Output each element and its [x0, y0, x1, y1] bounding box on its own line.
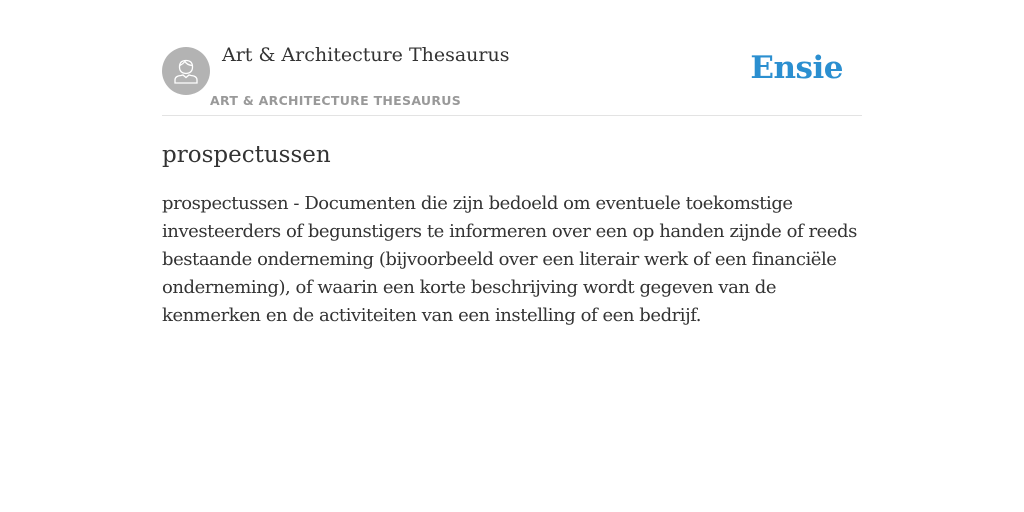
avatar[interactable]: [162, 47, 210, 95]
source-title[interactable]: Art & Architecture Thesaurus: [222, 44, 510, 66]
content-container: [162, 0, 862, 330]
source-subtitle[interactable]: ART & ARCHITECTURE THESAURUS: [210, 93, 462, 108]
entry-header: [162, 0, 862, 116]
user-icon: [171, 56, 201, 86]
ensie-logo[interactable]: Ensie: [750, 50, 843, 86]
entry-definition: prospectussen - Documenten die zijn bedoeld om eventuele toekomstige investeerders of begunstigers te informeren over een op handen zijnde of reeds bestaande onderneming (bijvoorbeeld over een literair werk of een financiële onderneming), of waarin een korte beschrijving wordt gegeven van de kenmerken en de activiteiten van een instelling of een bedrijf.: [162, 193, 857, 326]
entry-term: prospectussen: [162, 142, 331, 168]
